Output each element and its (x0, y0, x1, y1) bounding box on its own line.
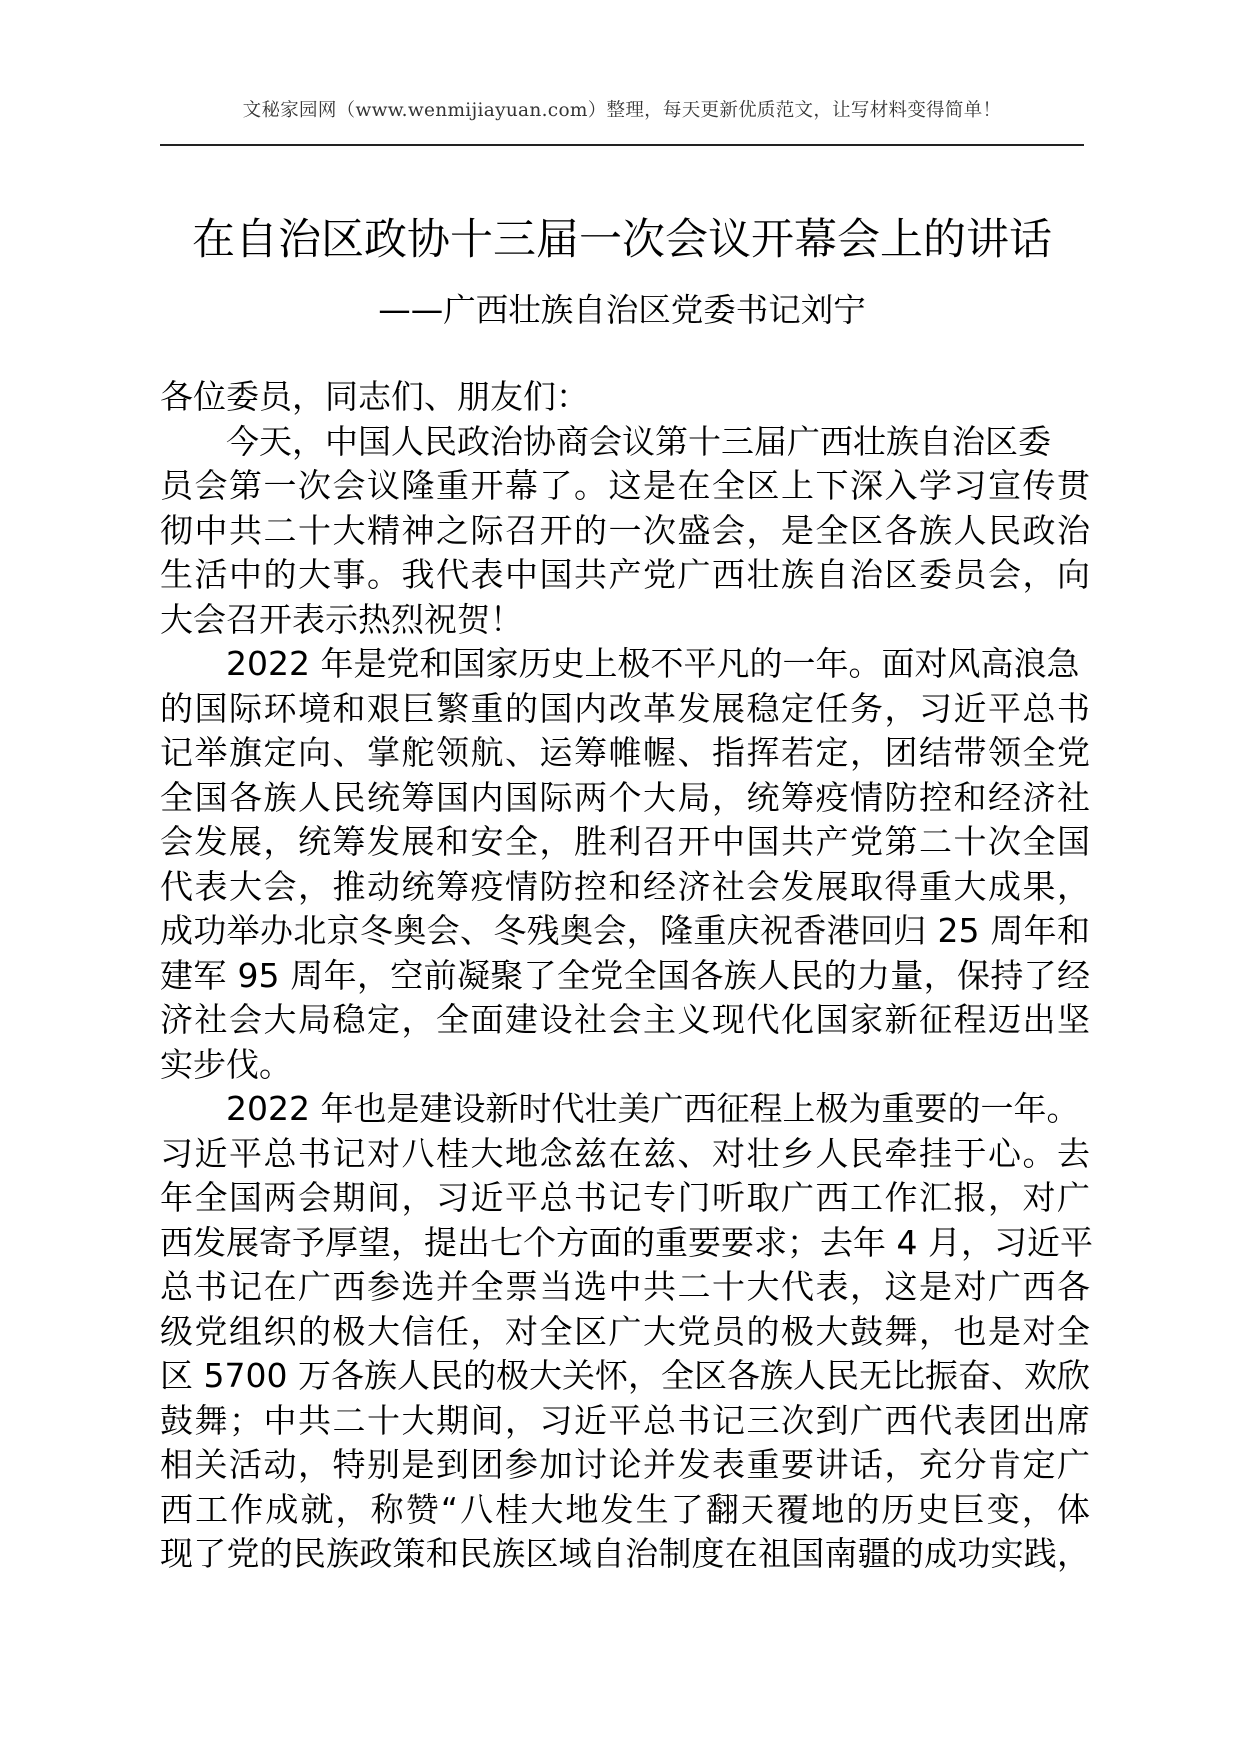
paragraph-line: 今天，中国人民政治协商会议第十三届广西壮族自治区委 (226, 421, 1051, 461)
paragraph-line: 济社会大局稳定，全面建设社会主义现代化国家新征程迈出坚 (160, 1000, 1090, 1039)
paragraph-line: 区 5700 万各族人民的极大关怀，全区各族人民无比振奋、欢欣 (160, 1356, 1090, 1395)
paragraph-line: 的国际环境和艰巨繁重的国内改革发展稳定任务，习近平总书 (160, 688, 1090, 728)
paragraph-line: 2022 年是党和国家历史上极不平凡的一年。面对风高浪急 (226, 644, 1080, 683)
document-subtitle: ——广西壮族自治区党委书记刘宁 (378, 291, 866, 329)
paragraph-line: 代表大会，推动统筹疫情防控和经济社会发展取得重大成果， (160, 866, 1090, 906)
paragraph-line: 总书记在广西参选并全票当选中共二十大代表，这是对广西各 (160, 1267, 1090, 1306)
paragraph-line: 习近平总书记对八桂大地念兹在兹、对壮乡人民牵挂于心。去 (160, 1133, 1090, 1173)
paragraph-line: 2022 年也是建设新时代壮美广西征程上极为重要的一年。 (226, 1089, 1080, 1128)
header-text: 文秘家园网（www.wenmijiayuan.com）整理，每天更新优质范文，让写材料变得简单！ (242, 100, 1002, 121)
paragraph-line: 相关活动，特别是到团参加讨论并发表重要讲话，充分肯定广 (160, 1445, 1090, 1484)
paragraph-line: 生活中的大事。我代表中国共产党广西壮族自治区委员会，向 (160, 555, 1090, 594)
paragraph-line: 现了党的民族政策和民族区域自治制度在祖国南疆的成功实践， (160, 1534, 1090, 1573)
paragraph-line: 建军 95 周年，空前凝聚了全党全国各族人民的力量，保持了经 (160, 955, 1090, 995)
paragraph-line: 员会第一次会议隆重开幕了。这是在全区上下深入学习宣传贯 (160, 466, 1090, 505)
paragraph-line: 全国各族人民统筹国内国际两个大局，统筹疫情防控和经济社 (160, 777, 1090, 817)
document-title: 在自治区政协十三届一次会议开幕会上的讲话 (192, 215, 1052, 265)
salutation-line: 各位委员，同志们、朋友们： (160, 377, 589, 416)
paragraph-line: 西发展寄予厚望，提出七个方面的重要要求；去年 4 月，习近平 (160, 1222, 1093, 1262)
paragraph-line: 级党组织的极大信任，对全区广大党员的极大鼓舞，也是对全 (160, 1311, 1090, 1351)
paragraph-line: 大会召开表示热烈祝贺！ (160, 599, 523, 639)
paragraph-line: 彻中共二十大精神之际召开的一次盛会，是全区各族人民政治 (160, 510, 1090, 550)
paragraph-line: 西工作成就，称赞“八桂大地发生了翻天覆地的历史巨变，体 (160, 1489, 1090, 1529)
page-header (160, 96, 1084, 146)
paragraph-line: 成功举办北京冬奥会、冬残奥会，隆重庆祝香港回归 25 周年和 (160, 911, 1090, 950)
paragraph-line: 实步伐。 (160, 1044, 292, 1084)
paragraph-line: 年全国两会期间，习近平总书记专门听取广西工作汇报，对广 (160, 1178, 1090, 1217)
paragraph-line: 记举旗定向、掌舵领航、运筹帷幄、指挥若定，团结带领全党 (160, 733, 1090, 772)
paragraph-line: 会发展，统筹发展和安全，胜利召开中国共产党第二十次全国 (160, 822, 1090, 861)
document-body (160, 375, 1093, 1577)
paragraph-line: 鼓舞；中共二十大期间，习近平总书记三次到广西代表团出席 (160, 1400, 1090, 1440)
